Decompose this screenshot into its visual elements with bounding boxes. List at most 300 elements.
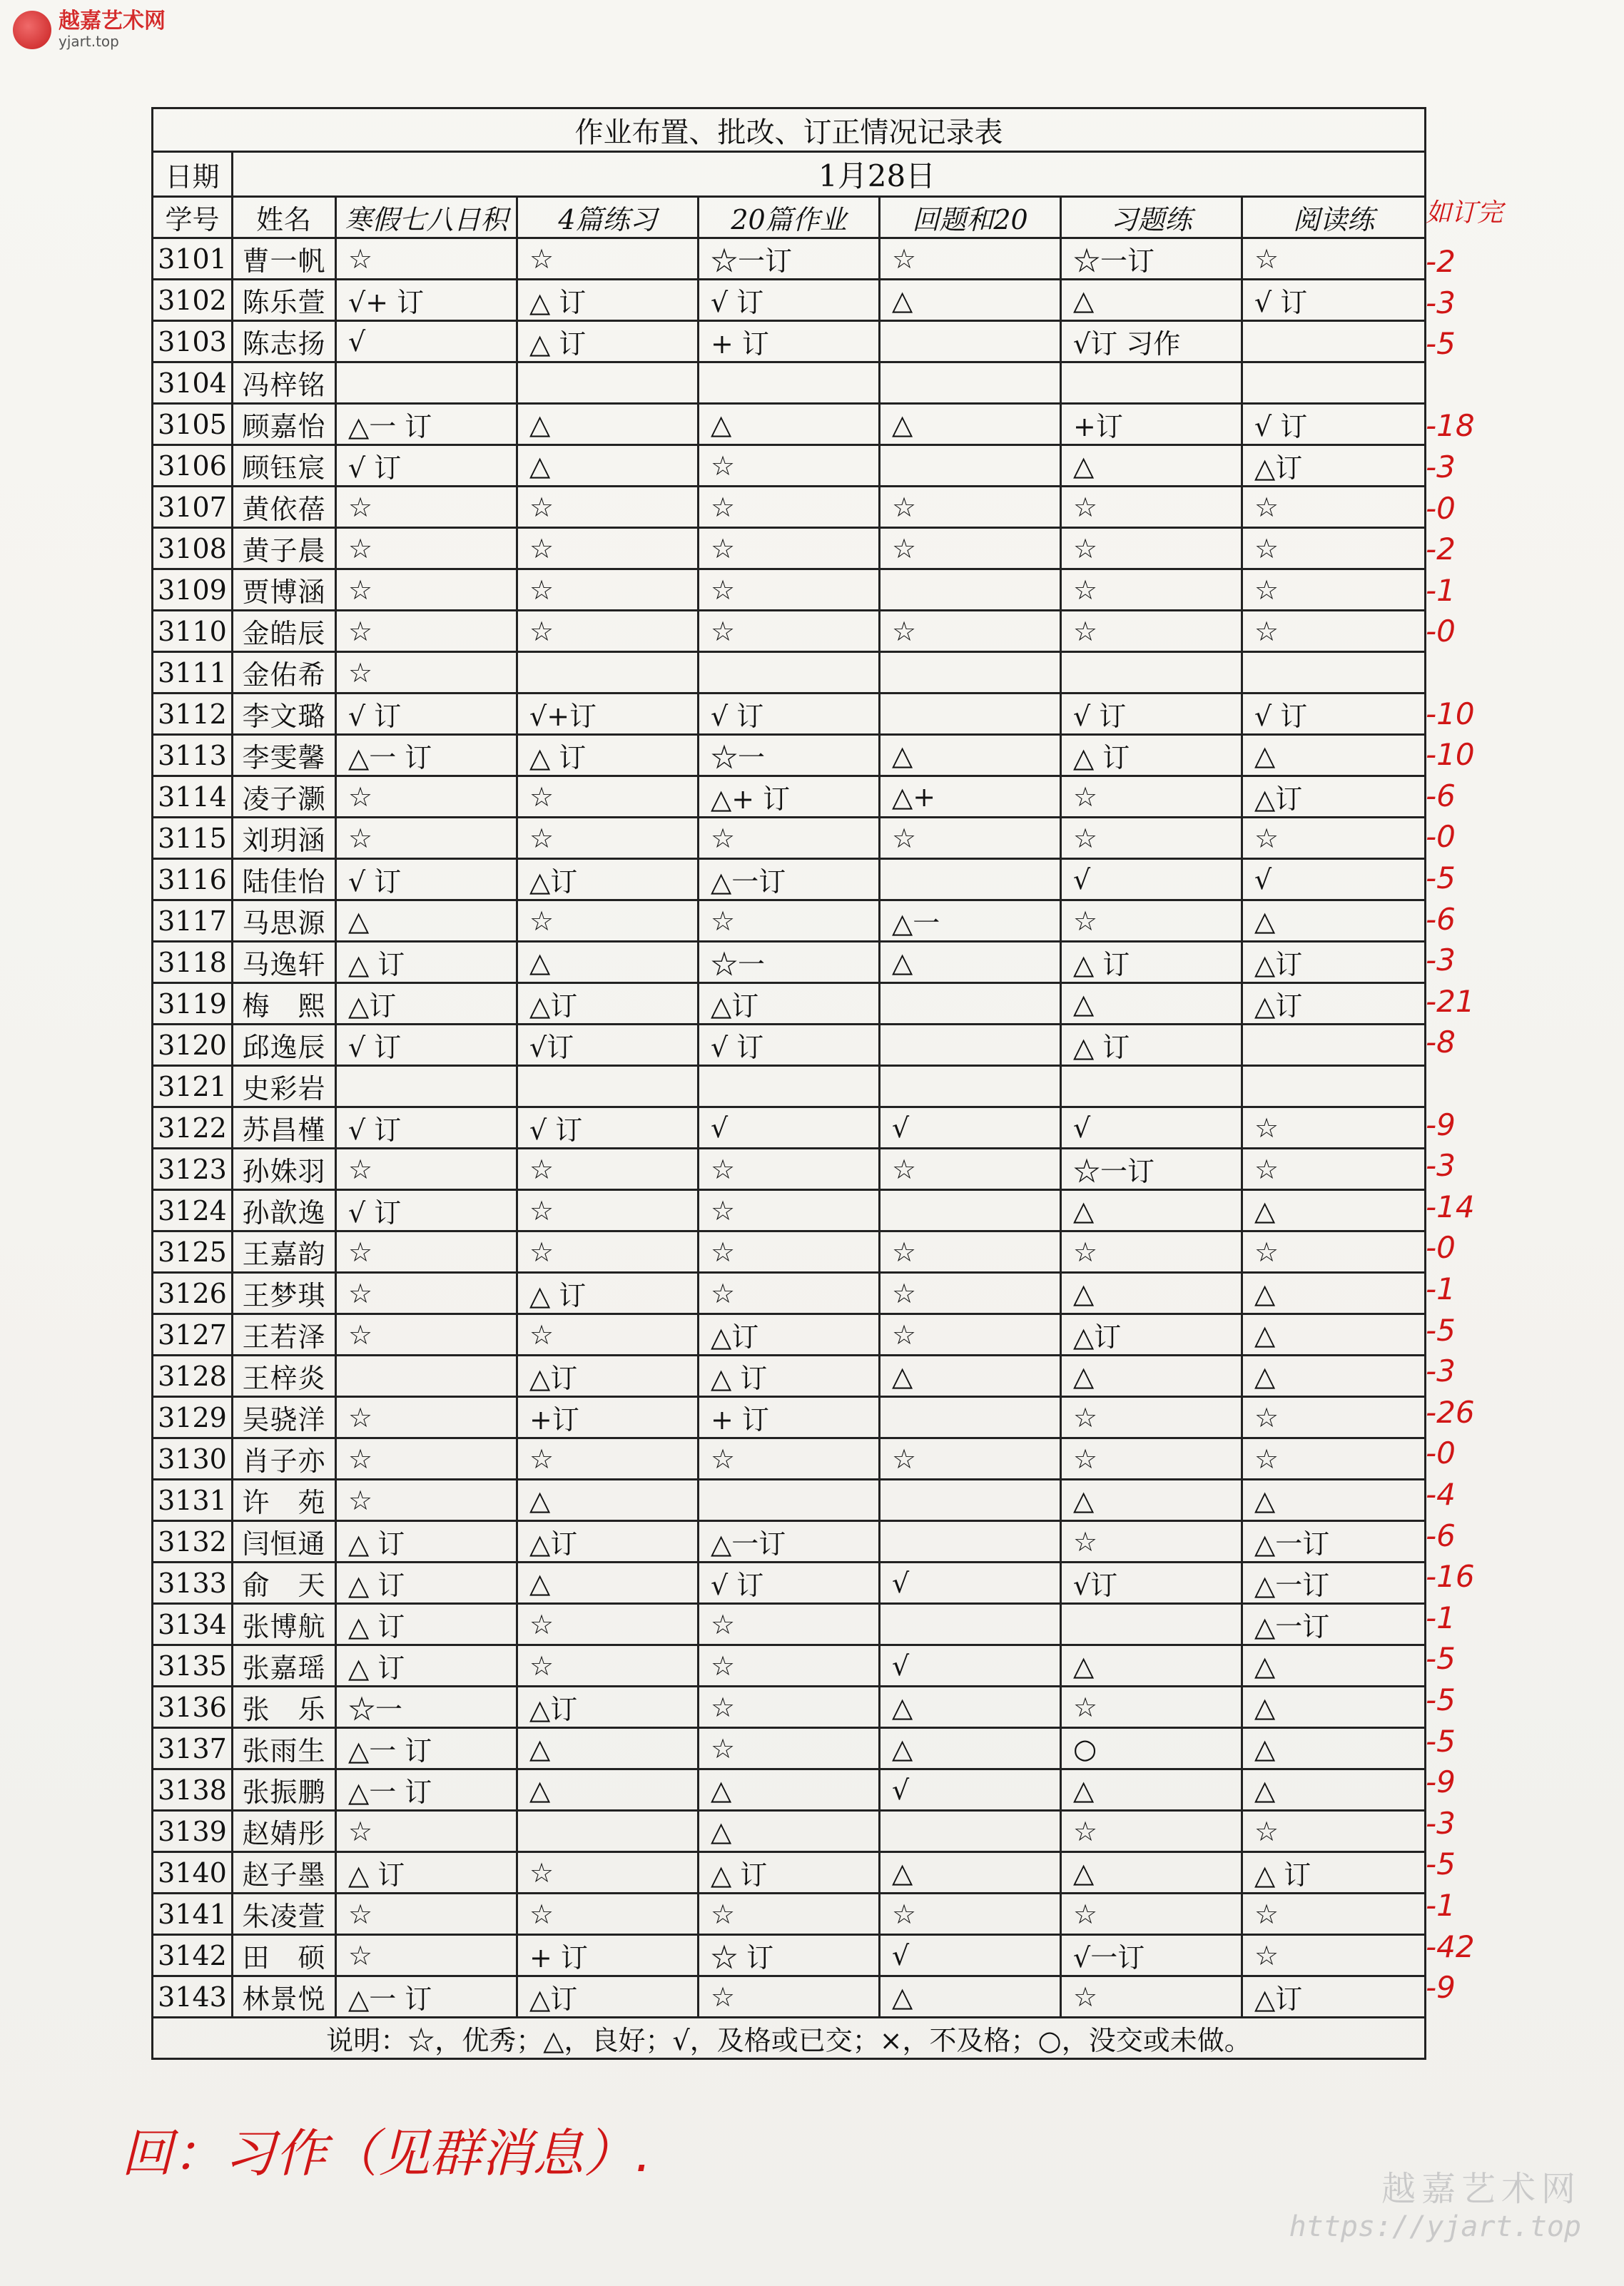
grade-mark: △ <box>880 1852 1061 1894</box>
grade-mark: + 订 <box>699 321 880 362</box>
col-header-mark: 4篇练习 <box>517 197 699 238</box>
legend: 说明：☆，优秀；△，良好；√，及格或已交；×，不及格；○，没交或未做。 <box>153 2018 1426 2059</box>
grade-mark: √ 订 <box>336 1190 517 1231</box>
grade-mark <box>336 1356 517 1397</box>
grade-mark: △ <box>1242 1645 1426 1687</box>
student-no: 3111 <box>153 652 233 694</box>
student-name: 张振鹏 <box>233 1769 336 1811</box>
grade-mark: △一 订 <box>336 735 517 776</box>
grade-mark: √ 订 <box>517 1107 699 1149</box>
grade-mark: √ 订 <box>1242 694 1426 735</box>
grade-mark: ☆ <box>336 1811 517 1852</box>
grade-mark: ☆ <box>880 528 1061 569</box>
grade-mark: ☆ <box>336 776 517 818</box>
grade-mark: √订 <box>1061 1563 1242 1604</box>
deduction-score: -0 <box>1426 614 1456 649</box>
grade-mark <box>1061 362 1242 404</box>
grade-mark: △ <box>880 1976 1061 2018</box>
student-name: 赵子墨 <box>233 1852 336 1894</box>
table-row <box>153 652 1426 694</box>
grade-mark <box>880 1604 1061 1645</box>
deduction-score: -9 <box>1426 1764 1456 1800</box>
grade-mark: △订 <box>517 859 699 900</box>
col-header-name: 姓名 <box>233 197 336 238</box>
grade-mark: ☆ <box>1242 1397 1426 1438</box>
table-row <box>153 1976 1426 2018</box>
table-row <box>153 1852 1426 1894</box>
grade-mark: △ <box>1061 1480 1242 1521</box>
student-name: 张嘉瑶 <box>233 1645 336 1687</box>
grade-mark: △ <box>1242 1480 1426 1521</box>
grade-mark: △ <box>517 942 699 983</box>
grade-mark: △ <box>517 1563 699 1604</box>
grade-mark: + 订 <box>699 1397 880 1438</box>
grade-mark: △ <box>880 404 1061 445</box>
grade-mark: △一订 <box>1242 1521 1426 1563</box>
table-row <box>153 1314 1426 1356</box>
deduction-score: -14 <box>1426 1189 1475 1224</box>
grade-mark: √ 订 <box>336 1025 517 1066</box>
grade-mark: ☆一订 <box>1061 1149 1242 1190</box>
grade-mark: △ <box>699 1811 880 1852</box>
col-header-mark: 回题和20 <box>880 197 1061 238</box>
student-name: 张雨生 <box>233 1728 336 1769</box>
grade-mark <box>880 694 1061 735</box>
grade-mark: △ 订 <box>699 1852 880 1894</box>
deduction-score: -2 <box>1426 244 1456 279</box>
grade-mark: ☆ <box>880 487 1061 528</box>
student-no: 3129 <box>153 1397 233 1438</box>
grade-mark: ☆ <box>699 1728 880 1769</box>
grade-mark: △一订 <box>1242 1563 1426 1604</box>
grade-mark: ☆ <box>336 238 517 280</box>
grade-mark: ☆一 <box>699 942 880 983</box>
grade-mark: △ 订 <box>336 1521 517 1563</box>
student-name: 凌子灏 <box>233 776 336 818</box>
table-row <box>153 1107 1426 1149</box>
grade-mark: △订 <box>1242 445 1426 487</box>
student-no: 3124 <box>153 1190 233 1231</box>
deduction-score: -1 <box>1426 1271 1456 1306</box>
deduction-score: -6 <box>1426 1518 1456 1553</box>
grade-mark: √ <box>880 1935 1061 1976</box>
student-no: 3115 <box>153 818 233 859</box>
col-header-no: 学号 <box>153 197 233 238</box>
grade-mark <box>699 652 880 694</box>
deduction-score: -3 <box>1426 1353 1456 1389</box>
grade-mark: √ 订 <box>1242 404 1426 445</box>
grade-mark <box>880 569 1061 611</box>
grade-mark: ☆ <box>336 1231 517 1273</box>
student-name: 陆佳怡 <box>233 859 336 900</box>
grade-mark: △ 订 <box>517 321 699 362</box>
grade-mark: △ <box>1242 1190 1426 1231</box>
grade-mark: △订 <box>1061 1314 1242 1356</box>
grade-mark: ☆ <box>336 1149 517 1190</box>
grade-mark: △ <box>1061 280 1242 321</box>
student-no: 3130 <box>153 1438 233 1480</box>
grade-mark: △ <box>1242 1273 1426 1314</box>
student-name: 冯梓铭 <box>233 362 336 404</box>
student-no: 3137 <box>153 1728 233 1769</box>
grade-mark: ☆ <box>1242 1107 1426 1149</box>
grade-mark <box>880 859 1061 900</box>
table-row <box>153 1604 1426 1645</box>
student-name: 曹一帆 <box>233 238 336 280</box>
table-row <box>153 528 1426 569</box>
table-row <box>153 1231 1426 1273</box>
table-row <box>153 1149 1426 1190</box>
grade-mark: ☆ <box>699 1976 880 2018</box>
grade-mark: ☆ <box>699 569 880 611</box>
grade-mark: ☆ <box>1242 1935 1426 1976</box>
grade-mark: ☆ <box>336 652 517 694</box>
student-name: 王嘉韵 <box>233 1231 336 1273</box>
grade-mark: ☆ <box>1061 487 1242 528</box>
grade-mark: ☆ <box>1061 1687 1242 1728</box>
grade-mark: ☆ <box>517 611 699 652</box>
student-no: 3141 <box>153 1894 233 1935</box>
grade-mark: △ 订 <box>1061 735 1242 776</box>
grade-mark: ☆ <box>1242 569 1426 611</box>
grade-mark: ☆ <box>1061 776 1242 818</box>
student-no: 3110 <box>153 611 233 652</box>
table-row <box>153 487 1426 528</box>
grade-mark: ☆ <box>1061 611 1242 652</box>
grade-mark: ☆ <box>517 569 699 611</box>
student-no: 3125 <box>153 1231 233 1273</box>
table-row <box>153 1728 1426 1769</box>
table-row <box>153 1025 1426 1066</box>
grade-mark: △ <box>1242 1728 1426 1769</box>
student-name: 刘玥涵 <box>233 818 336 859</box>
grade-mark: ☆ <box>1242 1811 1426 1852</box>
grade-mark: ☆ <box>517 1438 699 1480</box>
grade-mark: +订 <box>517 1397 699 1438</box>
grade-mark: △订 <box>1242 776 1426 818</box>
grade-mark: △+ 订 <box>699 776 880 818</box>
site-logo <box>13 10 166 50</box>
grade-mark: ☆ <box>1242 1231 1426 1273</box>
student-name: 林景悦 <box>233 1976 336 2018</box>
table-row <box>153 1480 1426 1521</box>
grade-mark: √ 订 <box>699 280 880 321</box>
grade-mark: ☆ <box>880 1438 1061 1480</box>
table-row <box>153 694 1426 735</box>
grade-mark: + 订 <box>517 1935 699 1976</box>
grade-mark: ☆ <box>517 1149 699 1190</box>
date-value: 1月28日 <box>233 152 1426 197</box>
deduction-score: -42 <box>1426 1929 1475 1964</box>
student-no: 3114 <box>153 776 233 818</box>
deduction-score: -10 <box>1426 696 1475 731</box>
grade-mark: △ 订 <box>336 1645 517 1687</box>
grade-mark: ☆ <box>336 1438 517 1480</box>
grade-mark: △ <box>517 404 699 445</box>
grade-mark: √一订 <box>1061 1935 1242 1976</box>
table-row <box>153 280 1426 321</box>
student-name: 孙姝羽 <box>233 1149 336 1190</box>
grade-mark: ☆ <box>517 776 699 818</box>
grade-mark <box>1242 1025 1426 1066</box>
grade-mark: ☆ <box>699 1149 880 1190</box>
student-name: 王若泽 <box>233 1314 336 1356</box>
grade-mark: ☆ <box>1242 487 1426 528</box>
student-no: 3116 <box>153 859 233 900</box>
grade-mark <box>517 362 699 404</box>
grade-mark <box>880 1066 1061 1107</box>
deduction-score: -3 <box>1426 1805 1456 1841</box>
grade-mark: ☆ <box>517 528 699 569</box>
deduction-score: -1 <box>1426 1888 1456 1923</box>
student-no: 3128 <box>153 1356 233 1397</box>
student-name: 黄依蓓 <box>233 487 336 528</box>
record-table <box>151 107 1426 2060</box>
deduction-score: -3 <box>1426 1148 1456 1184</box>
grade-mark: √+订 <box>517 694 699 735</box>
student-no: 3140 <box>153 1852 233 1894</box>
grade-mark <box>699 1480 880 1521</box>
grade-mark: △ <box>1061 1190 1242 1231</box>
table-row <box>153 1894 1426 1935</box>
table-row <box>153 362 1426 404</box>
table-row <box>153 321 1426 362</box>
student-name: 陈乐萱 <box>233 280 336 321</box>
student-no: 3138 <box>153 1769 233 1811</box>
grade-mark: △订 <box>1242 1976 1426 2018</box>
student-no: 3107 <box>153 487 233 528</box>
grade-mark: ☆ <box>517 818 699 859</box>
grade-mark <box>517 652 699 694</box>
grade-mark: ☆ <box>1061 818 1242 859</box>
student-name: 王梦琪 <box>233 1273 336 1314</box>
grade-mark: √ <box>880 1645 1061 1687</box>
student-no: 3135 <box>153 1645 233 1687</box>
grade-mark: △订 <box>517 1356 699 1397</box>
grade-mark: ☆ <box>1242 1894 1426 1935</box>
grade-mark: △ <box>1061 983 1242 1025</box>
grade-mark: ☆ <box>517 238 699 280</box>
grade-mark: ☆ <box>699 528 880 569</box>
grade-mark: ○ <box>1061 1728 1242 1769</box>
table-row <box>153 735 1426 776</box>
grade-mark <box>1061 652 1242 694</box>
grade-mark: √订 <box>517 1025 699 1066</box>
deduction-score: -3 <box>1426 449 1456 484</box>
student-name: 黄子晨 <box>233 528 336 569</box>
grade-mark: △订 <box>699 1314 880 1356</box>
watermark <box>1289 2161 1581 2243</box>
student-no: 3108 <box>153 528 233 569</box>
table-row <box>153 1935 1426 1976</box>
grade-mark: ☆ <box>880 1314 1061 1356</box>
deduction-score: -5 <box>1426 1846 1456 1882</box>
grade-mark: ☆ <box>517 487 699 528</box>
student-no: 3106 <box>153 445 233 487</box>
student-no: 3123 <box>153 1149 233 1190</box>
table-row <box>153 859 1426 900</box>
student-no: 3121 <box>153 1066 233 1107</box>
grade-mark: △订 <box>1242 942 1426 983</box>
deduction-score: -2 <box>1426 532 1456 567</box>
grade-mark <box>880 1190 1061 1231</box>
grade-mark: △ 订 <box>517 280 699 321</box>
table-row <box>153 1438 1426 1480</box>
table-row <box>153 445 1426 487</box>
deduction-score: -5 <box>1426 1682 1456 1717</box>
grade-mark: ☆ <box>336 528 517 569</box>
table-row <box>153 1811 1426 1852</box>
grade-mark: △订 <box>336 983 517 1025</box>
table-row <box>153 404 1426 445</box>
grade-mark: √ <box>880 1563 1061 1604</box>
student-name: 田 硕 <box>233 1935 336 1976</box>
deduction-score: -1 <box>1426 572 1456 608</box>
grade-mark: ☆ <box>1242 1149 1426 1190</box>
grade-mark: △ <box>1061 1769 1242 1811</box>
grade-mark: △ 订 <box>336 942 517 983</box>
student-no: 3118 <box>153 942 233 983</box>
grade-mark: ☆ <box>699 611 880 652</box>
table-row <box>153 1190 1426 1231</box>
grade-mark: △ <box>1242 900 1426 942</box>
grade-mark: △ 订 <box>336 1852 517 1894</box>
grade-mark: △ 订 <box>1061 1025 1242 1066</box>
grade-mark: ☆ <box>1061 1976 1242 2018</box>
student-no: 3143 <box>153 1976 233 2018</box>
grade-mark <box>336 1066 517 1107</box>
grade-mark: ☆ <box>1061 1231 1242 1273</box>
student-no: 3142 <box>153 1935 233 1976</box>
grade-mark: √ <box>1061 859 1242 900</box>
table-row <box>153 900 1426 942</box>
grade-mark: ☆ <box>880 818 1061 859</box>
grade-mark: ☆ <box>1061 1438 1242 1480</box>
student-name: 俞 天 <box>233 1563 336 1604</box>
table-row <box>153 238 1426 280</box>
deduction-score: -3 <box>1426 943 1456 978</box>
student-name: 顾钰宸 <box>233 445 336 487</box>
deduction-score: -6 <box>1426 778 1456 813</box>
grade-mark: ☆ <box>336 569 517 611</box>
grade-mark: △一 订 <box>336 1728 517 1769</box>
table-row <box>153 1563 1426 1604</box>
student-name: 许 苑 <box>233 1480 336 1521</box>
grade-mark: ☆ <box>699 1231 880 1273</box>
grade-mark: △ 订 <box>517 1273 699 1314</box>
deduction-score: -8 <box>1426 1025 1456 1060</box>
grade-mark: √ 订 <box>699 694 880 735</box>
deduction-score: -5 <box>1426 1312 1456 1348</box>
grade-mark <box>880 445 1061 487</box>
table-row <box>153 942 1426 983</box>
student-no: 3101 <box>153 238 233 280</box>
table-row <box>153 1645 1426 1687</box>
deduction-score: -9 <box>1426 1107 1456 1142</box>
table-row <box>153 1769 1426 1811</box>
grade-mark: △ <box>880 1356 1061 1397</box>
deduction-score: -0 <box>1426 1436 1456 1471</box>
deduction-score: -5 <box>1426 860 1456 895</box>
grade-mark: △一 订 <box>336 1769 517 1811</box>
grade-mark: △ <box>1061 1273 1242 1314</box>
grade-mark: ☆ <box>517 1314 699 1356</box>
grade-mark: △一订 <box>699 1521 880 1563</box>
grade-mark <box>1061 1604 1242 1645</box>
grade-mark: △+ <box>880 776 1061 818</box>
student-no: 3134 <box>153 1604 233 1645</box>
grade-mark: √ <box>336 321 517 362</box>
grade-mark: √ 订 <box>1242 280 1426 321</box>
grade-mark: ☆ <box>699 900 880 942</box>
grade-mark <box>880 1480 1061 1521</box>
grade-mark: ☆ <box>336 1314 517 1356</box>
grade-mark: √ 订 <box>336 859 517 900</box>
col-header-mark: 20篇作业 <box>699 197 880 238</box>
table-row <box>153 1273 1426 1314</box>
table-row <box>153 611 1426 652</box>
grade-mark <box>336 362 517 404</box>
grade-mark <box>699 1066 880 1107</box>
grade-mark: ☆ 订 <box>699 1935 880 1976</box>
grade-mark: △ <box>1242 1687 1426 1728</box>
student-no: 3103 <box>153 321 233 362</box>
grade-mark <box>880 362 1061 404</box>
student-no: 3113 <box>153 735 233 776</box>
grade-mark: △ <box>699 404 880 445</box>
grade-mark: ☆ <box>880 1273 1061 1314</box>
grade-mark: ☆ <box>699 1645 880 1687</box>
student-no: 3119 <box>153 983 233 1025</box>
grade-mark: ☆ <box>699 1438 880 1480</box>
student-name: 金佑希 <box>233 652 336 694</box>
grade-mark: √ <box>1242 859 1426 900</box>
student-no: 3104 <box>153 362 233 404</box>
grade-mark: ☆ <box>699 1894 880 1935</box>
handwritten-note: 回：习作（见群消息）. <box>121 2123 651 2183</box>
table-row <box>153 1356 1426 1397</box>
student-name: 李雯馨 <box>233 735 336 776</box>
score-header: 如订完 <box>1426 198 1503 228</box>
grade-mark: ☆ <box>1061 1397 1242 1438</box>
grade-mark: ☆ <box>699 1273 880 1314</box>
student-no: 3127 <box>153 1314 233 1356</box>
grade-mark: △一 订 <box>336 404 517 445</box>
grade-mark: △ <box>1061 445 1242 487</box>
grade-mark: ☆ <box>336 1397 517 1438</box>
table-row <box>153 569 1426 611</box>
grade-mark: ☆ <box>699 1687 880 1728</box>
grade-mark: √ <box>880 1107 1061 1149</box>
grade-mark: √ 订 <box>699 1025 880 1066</box>
grade-mark: ☆ <box>517 1231 699 1273</box>
grade-mark: √ 订 <box>336 445 517 487</box>
deduction-score: -3 <box>1426 285 1456 320</box>
grade-mark: ☆ <box>1242 528 1426 569</box>
grade-mark: √ 订 <box>699 1563 880 1604</box>
grade-mark: ☆ <box>336 1273 517 1314</box>
grade-mark <box>1242 1066 1426 1107</box>
deduction-score: -0 <box>1426 490 1456 526</box>
grade-mark: ☆ <box>1061 1894 1242 1935</box>
student-no: 3109 <box>153 569 233 611</box>
grade-mark <box>880 321 1061 362</box>
grade-mark: ☆一订 <box>1061 238 1242 280</box>
grade-mark: △ <box>880 1687 1061 1728</box>
deduction-score: -21 <box>1426 983 1475 1019</box>
grade-mark: △一订 <box>699 859 880 900</box>
grade-mark <box>880 1521 1061 1563</box>
